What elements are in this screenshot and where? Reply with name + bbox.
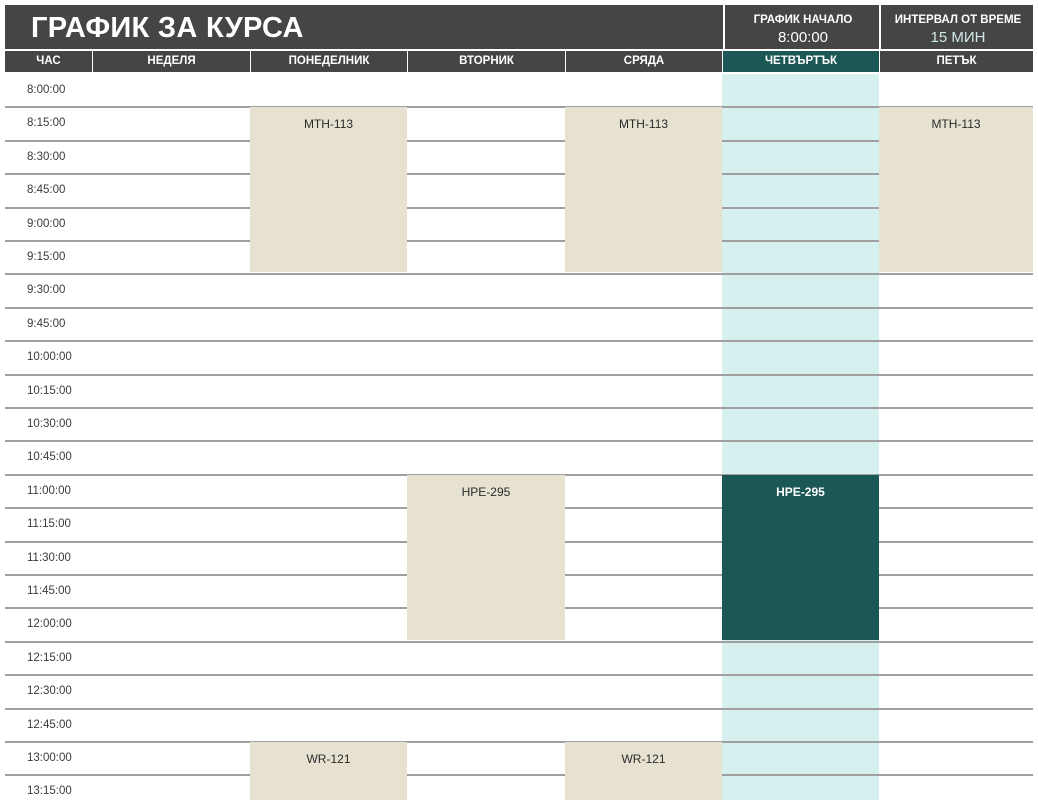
class-block-thursday-hpe[interactable] — [722, 475, 879, 640]
class-block-wednesday-wr[interactable] — [565, 742, 722, 800]
time-interval-box[interactable] — [879, 5, 1035, 49]
time-label: 10:00:00 — [27, 351, 72, 364]
time-label: 12:00:00 — [27, 618, 72, 631]
schedule-start-box[interactable] — [723, 5, 881, 49]
column-header-sunday[interactable]: НЕДЕЛЯ — [92, 51, 250, 72]
page-title: ГРАФИК ЗА КУРСА — [31, 12, 304, 44]
time-label: 12:45:00 — [27, 718, 72, 731]
time-label: 11:00:00 — [27, 484, 71, 497]
time-label: 8:00:00 — [27, 84, 66, 96]
time-label: 11:15:00 — [27, 518, 71, 531]
row-divider — [5, 440, 1033, 442]
time-label: 8:15:00 — [27, 117, 66, 130]
column-header-monday[interactable]: ПОНЕДЕЛНИК — [250, 51, 407, 72]
time-label: 9:30:00 — [27, 284, 66, 297]
time-label: 12:30:00 — [27, 685, 72, 698]
class-label: HPE-295 — [776, 485, 825, 499]
column-header-friday[interactable]: ПЕТЪК — [879, 51, 1033, 72]
row-divider — [5, 741, 1033, 743]
time-interval-value[interactable]: 15 МИН — [930, 29, 986, 46]
column-header-wednesday[interactable]: СРЯДА — [565, 51, 722, 72]
time-label: 11:30:00 — [27, 551, 71, 564]
time-label: 13:00:00 — [27, 752, 72, 764]
time-label: 12:15:00 — [27, 651, 72, 664]
class-block-monday-mth[interactable] — [250, 107, 407, 272]
row-divider — [5, 641, 1033, 643]
time-label: 13:15:00 — [27, 785, 72, 798]
column-header-tuesday[interactable]: ВТОРНИК — [407, 51, 565, 72]
class-label: HPE-295 — [461, 485, 511, 499]
class-label: WR-121 — [306, 752, 351, 766]
schedule-start-label: ГРАФИК НАЧАЛО — [753, 14, 853, 26]
row-divider — [5, 708, 1033, 710]
time-label: 8:30:00 — [27, 150, 66, 163]
time-label: 11:45:00 — [27, 585, 71, 597]
time-label: 9:15:00 — [27, 251, 66, 263]
time-label: 10:15:00 — [27, 384, 72, 397]
row-divider — [5, 407, 1033, 409]
row-divider — [5, 774, 1033, 776]
column-header-hour[interactable]: ЧАС — [5, 51, 92, 72]
class-label: MTH-113 — [303, 117, 354, 131]
class-block-wednesday-mth[interactable] — [565, 107, 722, 272]
column-header-thursday[interactable]: ЧЕТВЪРТЪК — [722, 51, 879, 72]
class-label: MTH-113 — [931, 117, 981, 131]
class-block-tuesday-hpe[interactable] — [407, 475, 565, 640]
row-divider — [5, 374, 1033, 376]
class-block-monday-wr[interactable] — [250, 742, 407, 800]
time-label: 9:00:00 — [27, 217, 66, 230]
time-label: 9:45:00 — [27, 317, 66, 330]
thursday-column-highlight — [722, 74, 879, 800]
class-block-friday-mth[interactable] — [879, 107, 1033, 272]
time-label: 10:30:00 — [27, 418, 72, 430]
row-divider — [5, 340, 1033, 342]
row-divider — [5, 674, 1033, 676]
row-divider — [5, 273, 1033, 275]
time-label: 10:45:00 — [27, 451, 72, 464]
time-label: 8:45:00 — [27, 184, 66, 197]
class-label: WR-121 — [621, 752, 666, 766]
schedule-header — [5, 5, 1033, 49]
time-interval-label: ИНТЕРВАЛ ОТ ВРЕМЕ — [894, 14, 1022, 26]
class-label: MTH-113 — [618, 117, 669, 131]
row-divider — [5, 307, 1033, 309]
schedule-start-value[interactable]: 8:00:00 — [777, 29, 829, 46]
